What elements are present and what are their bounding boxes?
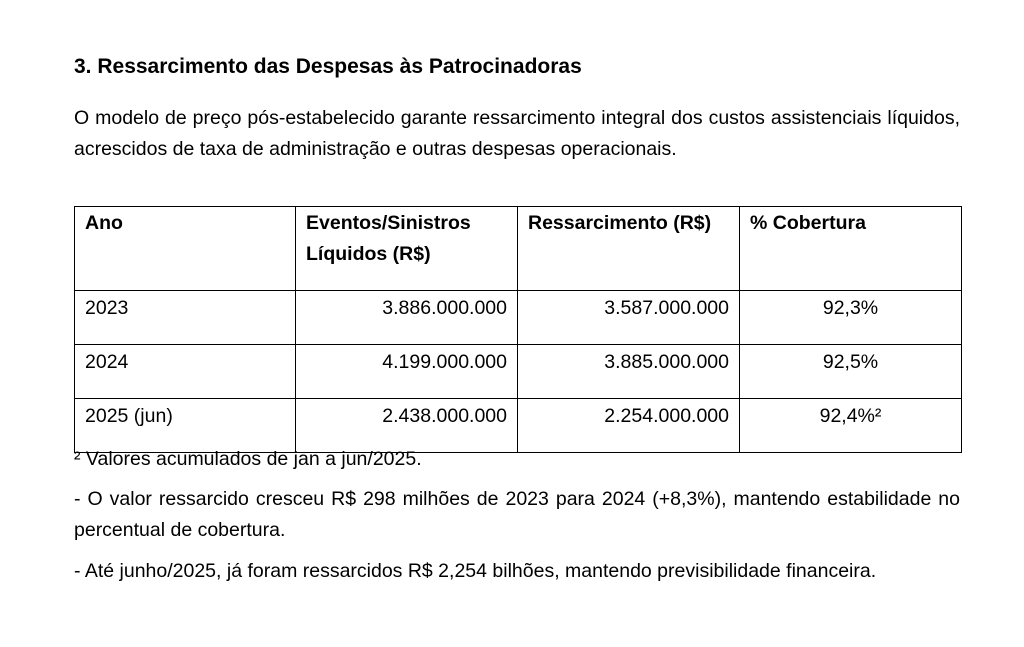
cell-ressarcimento: 3.885.000.000 [518, 345, 740, 399]
table-header-row [75, 207, 962, 291]
table-row [75, 291, 962, 345]
cell-eventos: 4.199.000.000 [296, 345, 518, 399]
table-footnote: ² Valores acumulados de jan a jun/2025. [74, 448, 422, 470]
header-ressarcimento: Ressarcimento (R$) [518, 207, 740, 291]
header-ano: Ano [75, 207, 296, 291]
intro-paragraph: O modelo de preço pós-estabelecido garante ressarcimento integral dos custos assistenciais líquidos, acrescidos de taxa de administração e outras despesas operacionais. [74, 107, 960, 160]
cell-cobertura: 92,3% [740, 291, 962, 345]
reimbursement-table [74, 206, 962, 453]
cell-cobertura: 92,4%² [740, 399, 962, 453]
table-row [75, 345, 962, 399]
cell-ano: 2025 (jun) [75, 399, 296, 453]
cell-ressarcimento: 3.587.000.000 [518, 291, 740, 345]
header-cobertura: % Cobertura [740, 207, 962, 291]
section-title: 3. Ressarcimento das Despesas às Patrocinadoras [74, 55, 582, 78]
cell-ano: 2023 [75, 291, 296, 345]
cell-ressarcimento: 2.254.000.000 [518, 399, 740, 453]
header-eventos: Eventos/Sinistros Líquidos (R$) [296, 207, 518, 291]
bullet-june-2025: - Até junho/2025, já foram ressarcidos R$ 2,254 bilhões, mantendo previsibilidade financeira. [74, 560, 877, 582]
cell-cobertura: 92,5% [740, 345, 962, 399]
cell-ano: 2024 [75, 345, 296, 399]
cell-eventos: 2.438.000.000 [296, 399, 518, 453]
bullet-growth: - O valor ressarcido cresceu R$ 298 milhões de 2023 para 2024 (+8,3%), mantendo estabilidade no percentual de cobertura. [74, 488, 960, 541]
cell-eventos: 3.886.000.000 [296, 291, 518, 345]
